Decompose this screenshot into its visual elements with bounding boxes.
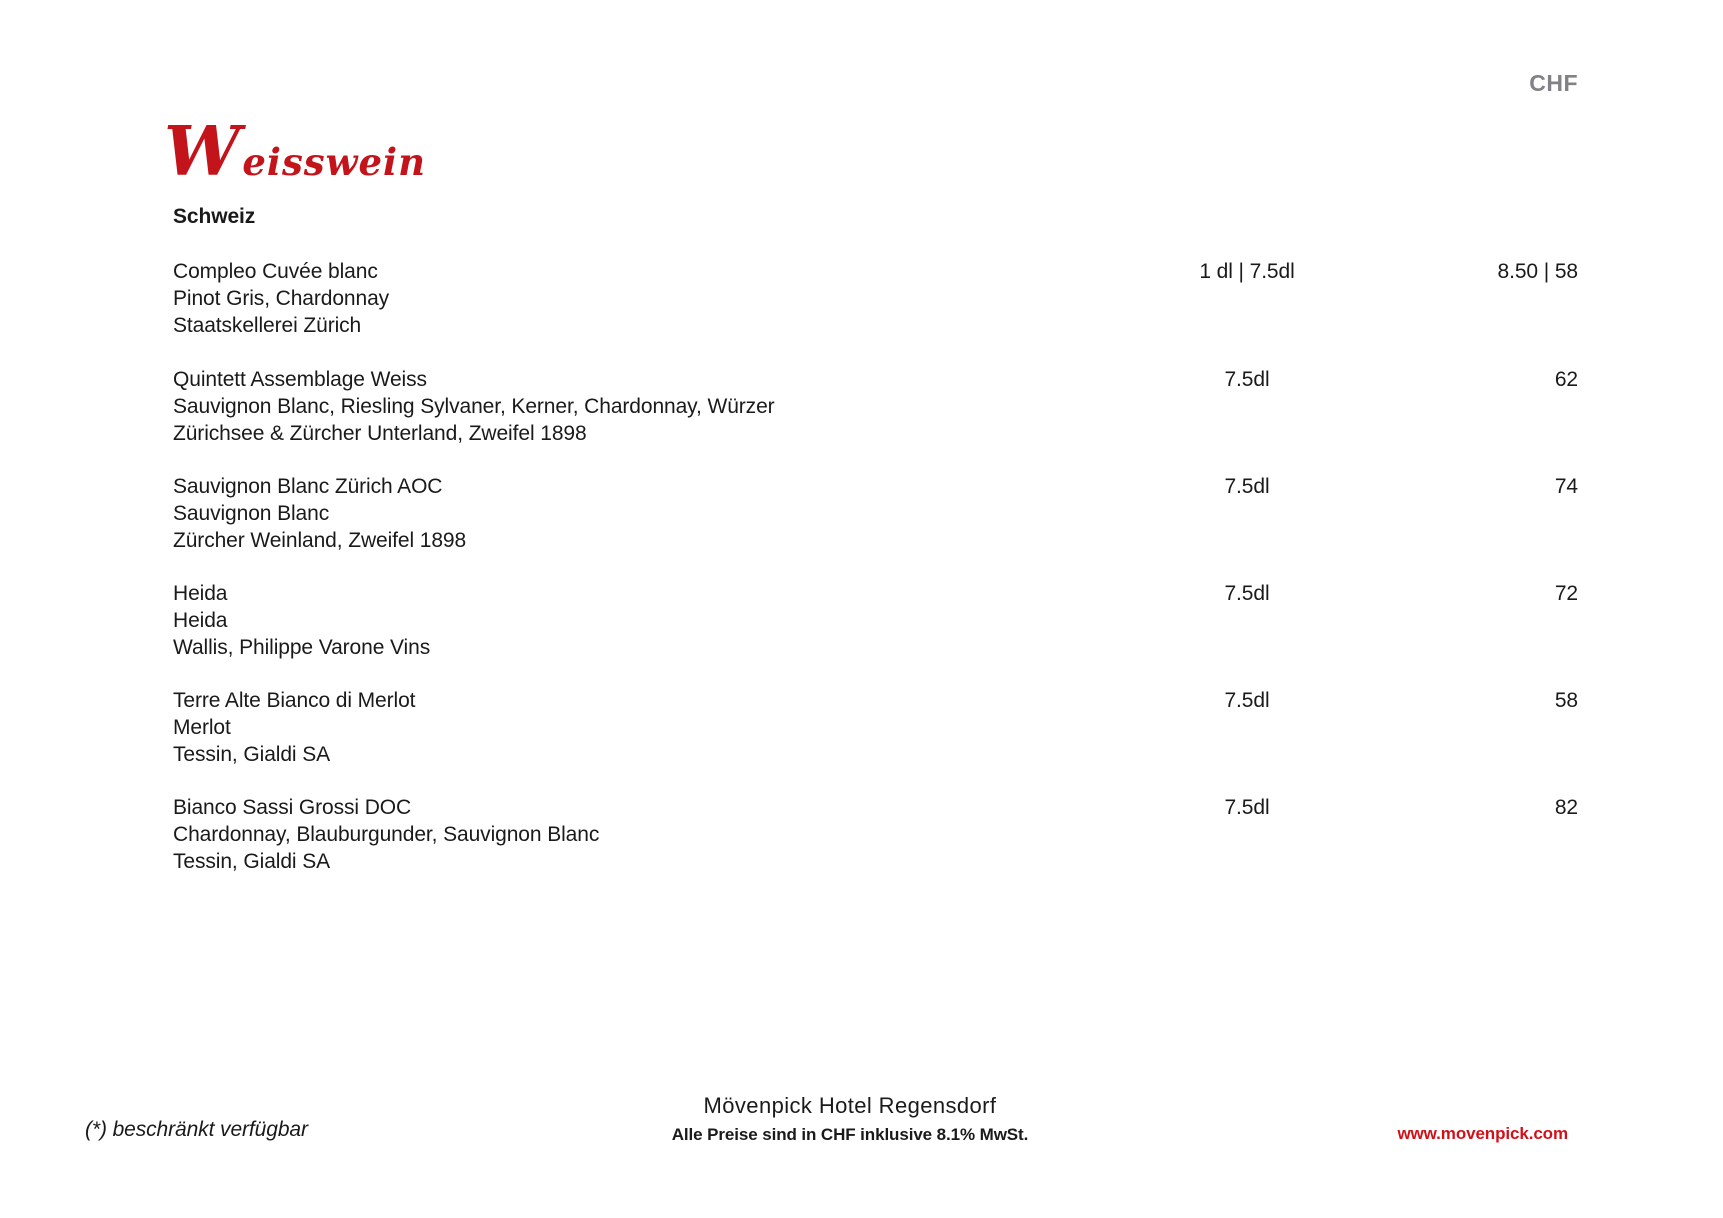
wine-description [173, 258, 1073, 339]
wine-grapes: Sauvignon Blanc, Riesling Sylvaner, Kerner, Chardonnay, Würzer [173, 395, 775, 418]
wine-grapes: Heida [173, 609, 228, 632]
wine-name: Quintett Assemblage Weiss [173, 368, 427, 391]
wine-origin: Zürichsee & Zürcher Unterland, Zweifel 1898 [173, 422, 587, 445]
wine-entry [0, 366, 1723, 451]
wine-origin: Wallis, Philippe Varone Vins [173, 636, 431, 659]
wine-price: 62 [1554, 368, 1578, 391]
wine-grapes: Sauvignon Blanc [173, 502, 330, 525]
wine-price: 8.50 | 58 [1497, 260, 1578, 283]
wine-description [173, 366, 1073, 447]
wine-price: 58 [1554, 689, 1578, 712]
tax-note: Alle Preise sind in CHF inklusive 8.1% MwSt. [671, 1125, 1029, 1144]
wine-name: Compleo Cuvée blanc [173, 260, 378, 283]
currency-header: CHF [1529, 70, 1578, 96]
hotel-name: Mövenpick Hotel Regensdorf [703, 1093, 997, 1118]
wine-price: 82 [1554, 796, 1578, 819]
wine-entry [0, 794, 1723, 879]
wine-price: 74 [1554, 475, 1578, 498]
wine-description [173, 473, 1073, 554]
wine-entry [0, 580, 1723, 665]
wine-name: Terre Alte Bianco di Merlot [173, 689, 416, 712]
wine-name: Heida [173, 582, 228, 605]
wine-name: Sauvignon Blanc Zürich AOC [173, 475, 443, 498]
wine-grapes: Chardonnay, Blauburgunder, Sauvignon Blanc [173, 823, 600, 846]
section-heading-schweiz: Schweiz [173, 205, 256, 228]
wine-name: Bianco Sassi Grossi DOC [173, 796, 412, 819]
wine-entry [0, 258, 1723, 343]
wine-origin: Staatskellerei Zürich [173, 314, 362, 337]
wine-serving-size: 7.5dl [1224, 582, 1270, 605]
wine-serving-size: 1 dl | 7.5dl [1199, 260, 1295, 283]
wine-serving-size: 7.5dl [1224, 689, 1270, 712]
wine-origin: Tessin, Gialdi SA [173, 743, 331, 766]
wine-serving-size: 7.5dl [1224, 475, 1270, 498]
wine-serving-size: 7.5dl [1224, 796, 1270, 819]
wine-description [173, 794, 1073, 875]
wine-entry [0, 687, 1723, 772]
wine-price: 72 [1554, 582, 1578, 605]
wine-description [173, 580, 1073, 661]
wine-entry [0, 473, 1723, 558]
wine-description [173, 687, 1073, 768]
wine-serving-size: 7.5dl [1224, 368, 1270, 391]
website-link[interactable]: www.movenpick.com [1397, 1124, 1568, 1143]
wine-origin: Zürcher Weinland, Zweifel 1898 [173, 529, 467, 552]
wine-origin: Tessin, Gialdi SA [173, 850, 331, 873]
wine-grapes: Pinot Gris, Chardonnay [173, 287, 390, 310]
availability-footnote: (*) beschränkt verfügbar [85, 1118, 308, 1141]
footer-center-block [450, 1093, 1250, 1145]
wine-grapes: Merlot [173, 716, 231, 739]
page-title: Weisswein [164, 112, 426, 192]
